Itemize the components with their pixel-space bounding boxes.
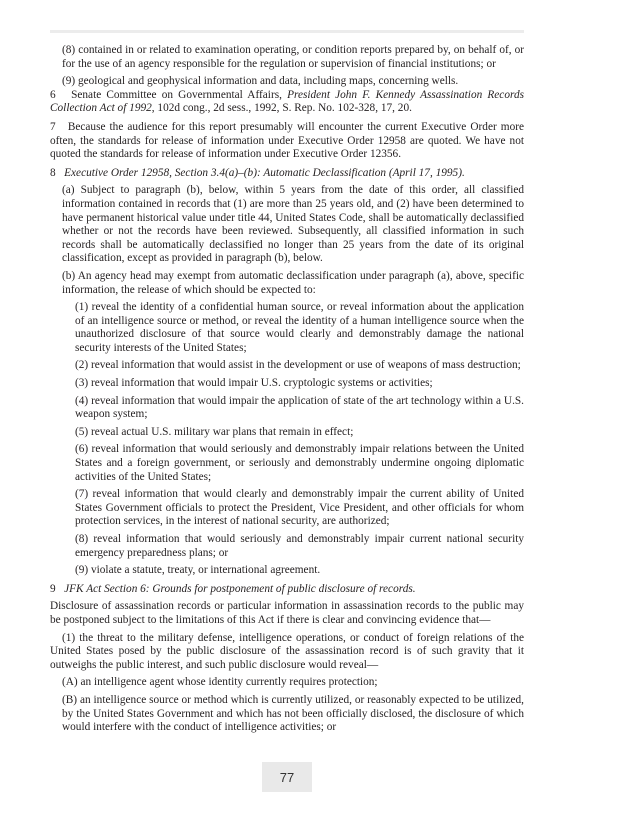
eo-exemption-list bbox=[50, 301, 524, 578]
paragraph-item-9: (9) geological and geophysical information and data, including maps, concerning wells. bbox=[62, 75, 459, 88]
footnote-6 bbox=[50, 89, 524, 116]
eo-paragraph-a: (a) Subject to paragraph (b), below, within 5 years from the date of this order, all classified information contained in records that (1) are more than 25 years old, and (2) have been determined to have permanent historical value under title 44, United States Code, shall be automatically declassified whether or not the records have been reviewed. Subsequently, all classified information in such records shall be automatically declassified no longer than 25 years from the date of its original classification, except as provided in paragraph (b), below. bbox=[62, 184, 524, 265]
jfk-intro: Disclosure of assassination records or particular information in assassination records to the public may be postponed subject to the limitations of this Act if there is clear and convincing evidence that— bbox=[50, 600, 524, 626]
footnote-8 bbox=[50, 167, 524, 181]
citation-title: President John F. Kennedy Assassination Records Collection Act of 1992 bbox=[50, 88, 524, 115]
jfk-paragraph-B: (B) an intelligence source or method which is currently utilized, or reasonably expected to be utilized, by the United States Government and which has not been officially disclosed, the disclosure of which would interfere with the conduct of intelligence activities; or bbox=[62, 693, 524, 734]
eo-list-item: (2) reveal information that would assist in the development or use of weapons of mass destruction; bbox=[75, 359, 521, 372]
eo-list-item: (1) reveal the identity of a confidential human source, or reveal information about the application of an intelligence source or method, or reveal the identity of a human intelligence source when the unauthorized disclosure of that source would clearly and demonstrably damage the national security interests of the United States; bbox=[75, 301, 524, 354]
paragraph-item-8: (8) contained in or related to examination operating, or condition reports prepared by, on behalf of, or for the use of an agency responsible for the regulation or supervision of financial institutions; or bbox=[62, 44, 524, 70]
page-number-label: 77 bbox=[279, 769, 295, 785]
eo-list-item: (9) violate a statute, treaty, or international agreement. bbox=[75, 564, 321, 577]
footnote-number: 9 bbox=[50, 582, 56, 595]
jfk-paragraph-1: (1) the threat to the military defense, intelligence operations, or conduct of foreign relations of the United States posed by the public disclosure of the assassination record is of such gravity that it outweighs the public interest, and such public disclosure would reveal— bbox=[50, 631, 524, 671]
eo-paragraph-b: (b) An agency head may exempt from automatic declassification under paragraph (a), above, specific information, the release of which should be expected to: bbox=[62, 269, 524, 296]
eo-list-item: (4) reveal information that would impair the application of state of the art technology within a U.S. weapon system; bbox=[75, 394, 524, 421]
document-body bbox=[50, 44, 524, 735]
footnote-text: Senate Committee on Governmental Affairs, bbox=[71, 88, 288, 101]
footnote-text: Because the audience for this report presumably will encounter the current Executive Order more often, the standards for release of information under Executive Order 12958 are quoted. We have not quoted the standards for release of information under Executive Order 12356. bbox=[50, 120, 524, 161]
footnote-number: 7 bbox=[50, 120, 56, 133]
footnote-heading: Executive Order 12958, Section 3.4(a)–(b): Automatic Declassification (April 17, 1995). bbox=[64, 166, 465, 179]
jfk-paragraph-A: (A) an intelligence agent whose identity currently requires protection; bbox=[62, 676, 378, 689]
eo-list-item: (7) reveal information that would clearly and demonstrably impair the current ability of United States Government officials to protect the President, Vice President, and other officials for whom protection services, in the interest of national security, are authorized; bbox=[75, 488, 524, 528]
footnote-number: 6 bbox=[50, 88, 56, 101]
eo-list-item: (6) reveal information that would seriously and demonstrably impair relations between the United States and a foreign government, or seriously and demonstrably undermine ongoing diplomatic activities of the United States; bbox=[75, 443, 524, 483]
footnote-text: , 102d cong., 2d sess., 1992, S. Rep. No. 102-328, 17, 20. bbox=[151, 102, 412, 115]
footnote-9 bbox=[50, 583, 524, 597]
eo-list-item: (3) reveal information that would impair U.S. cryptologic systems or activities; bbox=[75, 377, 433, 390]
top-rule bbox=[50, 30, 524, 33]
footnote-7 bbox=[50, 121, 524, 162]
page-number bbox=[262, 762, 312, 792]
eo-list-item: (8) reveal information that would seriously and demonstrably impair current national security emergency preparedness plans; or bbox=[75, 533, 524, 559]
eo-list-item: (5) reveal actual U.S. military war plans that remain in effect; bbox=[75, 425, 354, 438]
footnote-heading: JFK Act Section 6: Grounds for postponement of public disclosure of records. bbox=[64, 582, 416, 595]
footnote-number: 8 bbox=[50, 166, 56, 179]
